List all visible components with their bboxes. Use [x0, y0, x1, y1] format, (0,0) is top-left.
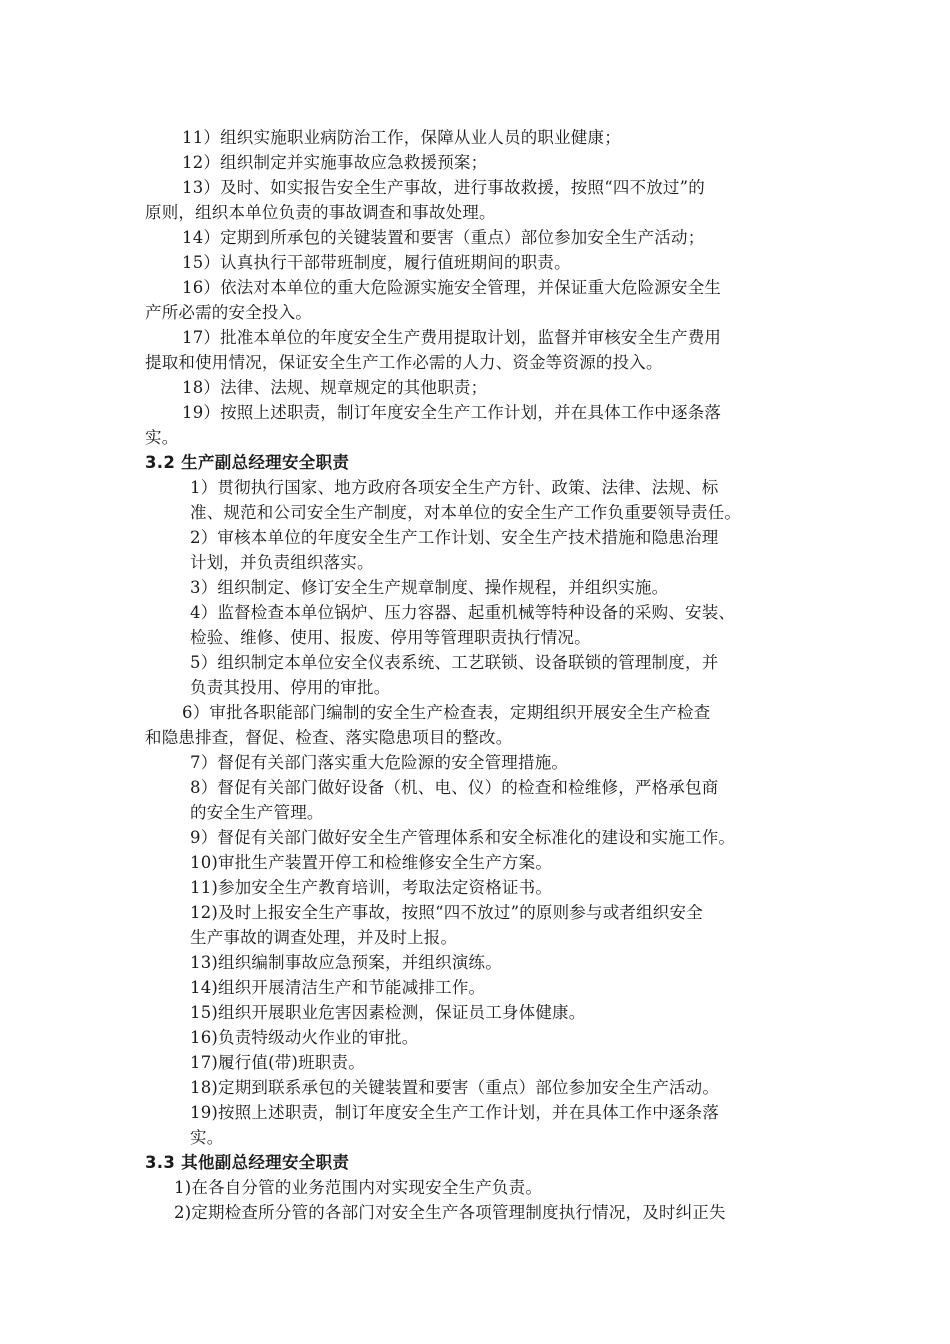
paragraph-item-18: 18）法律、法规、规章规定的其他职责； — [182, 378, 488, 397]
section32-item-19-line2: 实。 — [190, 1128, 224, 1147]
section32-item-16: 16)负责特级动火作业的审批。 — [190, 1028, 419, 1047]
section32-item-18: 18)定期到联系承包的关键装置和要害（重点）部位参加安全生产活动。 — [190, 1078, 720, 1097]
section32-item-11: 11)参加安全生产教育培训，考取法定资格证书。 — [190, 878, 553, 897]
paragraph-item-13-line1: 13）及时、如实报告安全生产事故，进行事故救援，按照“四不放过”的 — [182, 178, 705, 197]
paragraph-item-17-line2: 提取和使用情况，保证安全生产工作必需的人力、资金等资源的投入。 — [145, 353, 663, 372]
section-heading-3-2: 3.2 生产副总经理安全职责 — [145, 453, 350, 472]
paragraph-item-19-line1: 19）按照上述职责，制订年度安全生产工作计划，并在具体工作中逐条落 — [182, 403, 722, 422]
paragraph-item-17-line1: 17）批准本单位的年度安全生产费用提取计划，监督并审核安全生产费用 — [182, 328, 722, 347]
section32-item-17: 17)履行值(带)班职责。 — [190, 1053, 365, 1072]
section32-item-10: 10)审批生产装置开停工和检维修安全生产方案。 — [190, 853, 553, 872]
section32-item-13: 13)组织编制事故应急预案，并组织演练。 — [190, 953, 502, 972]
paragraph-item-14: 14）定期到所承包的关键装置和要害（重点）部位参加安全生产活动； — [182, 228, 705, 247]
paragraph-item-16-line1: 16）依法对本单位的重大危险源实施安全管理，并保证重大危险源安全生 — [182, 278, 722, 297]
section32-item-5-line2: 负责其投用、停用的审批。 — [190, 678, 391, 697]
section32-item-12-line2: 生产事故的调查处理，并及时上报。 — [190, 928, 458, 947]
paragraph-item-19-line2: 实。 — [145, 428, 179, 447]
paragraph-item-13-line2: 原则，组织本单位负责的事故调查和事故处理。 — [145, 203, 496, 222]
section32-item-4-line2: 检验、维修、使用、报废、停用等管理职责执行情况。 — [190, 628, 591, 647]
section32-item-2-line1: 2）审核本单位的年度安全生产工作计划、安全生产技术措施和隐患治理 — [190, 528, 719, 547]
section32-item-7: 7）督促有关部门落实重大危险源的安全管理措施。 — [190, 753, 569, 772]
paragraph-item-16-line2: 产所必需的安全投入。 — [145, 303, 312, 322]
section32-item-5-line1: 5）组织制定本单位安全仪表系统、工艺联锁、设备联锁的管理制度，并 — [190, 653, 719, 672]
paragraph-item-12: 12）组织制定并实施事故应急救援预案； — [182, 153, 488, 172]
section32-item-15: 15)组织开展职业危害因素检测，保证员工身体健康。 — [190, 1003, 586, 1022]
section-heading-3-3: 3.3 其他副总经理安全职责 — [145, 1153, 350, 1172]
section33-item-2: 2)定期检查所分管的各部门对安全生产各项管理制度执行情况，及时纠正失 — [174, 1203, 726, 1222]
section32-item-2-line2: 计划，并负责组织落实。 — [190, 553, 374, 572]
section32-item-19-line1: 19)按照上述职责，制订年度安全生产工作计划，并在具体工作中逐条落 — [190, 1103, 720, 1122]
section32-item-9: 9）督促有关部门做好安全生产管理体系和安全标准化的建设和实施工作。 — [190, 828, 736, 847]
paragraph-item-11: 11）组织实施职业病防治工作，保障从业人员的职业健康； — [182, 128, 621, 147]
section32-item-4-line1: 4）监督检查本单位锅炉、压力容器、起重机械等特种设备的采购、安装、 — [190, 603, 736, 622]
section33-item-1: 1)在各自分管的业务范围内对实现安全生产负责。 — [174, 1178, 543, 1197]
section32-item-6-line2: 和隐患排查，督促、检查、落实隐患项目的整改。 — [145, 728, 513, 747]
section32-item-12-line1: 12)及时上报安全生产事故，按照“四不放过”的原则参与或者组织安全 — [190, 903, 703, 922]
section32-item-1-line1: 1）贯彻执行国家、地方政府各项安全生产方针、政策、法律、法规、标 — [190, 478, 719, 497]
section32-item-14: 14)组织开展清洁生产和节能减排工作。 — [190, 978, 486, 997]
section32-item-3: 3）组织制定、修订安全生产规章制度、操作规程，并组织实施。 — [190, 578, 669, 597]
section32-item-8-line1: 8）督促有关部门做好设备（机、电、仪）的检查和检维修，严格承包商 — [190, 778, 719, 797]
section32-item-6-line1: 6）审批各职能部门编制的安全生产检查表，定期组织开展安全生产检查 — [182, 703, 711, 722]
section32-item-1-line2: 准、规范和公司安全生产制度，对本单位的安全生产工作负重要领导责任。 — [190, 503, 742, 522]
section32-item-8-line2: 的安全生产管理。 — [190, 803, 324, 822]
paragraph-item-15: 15）认真执行干部带班制度，履行值班期间的职责。 — [182, 253, 571, 272]
